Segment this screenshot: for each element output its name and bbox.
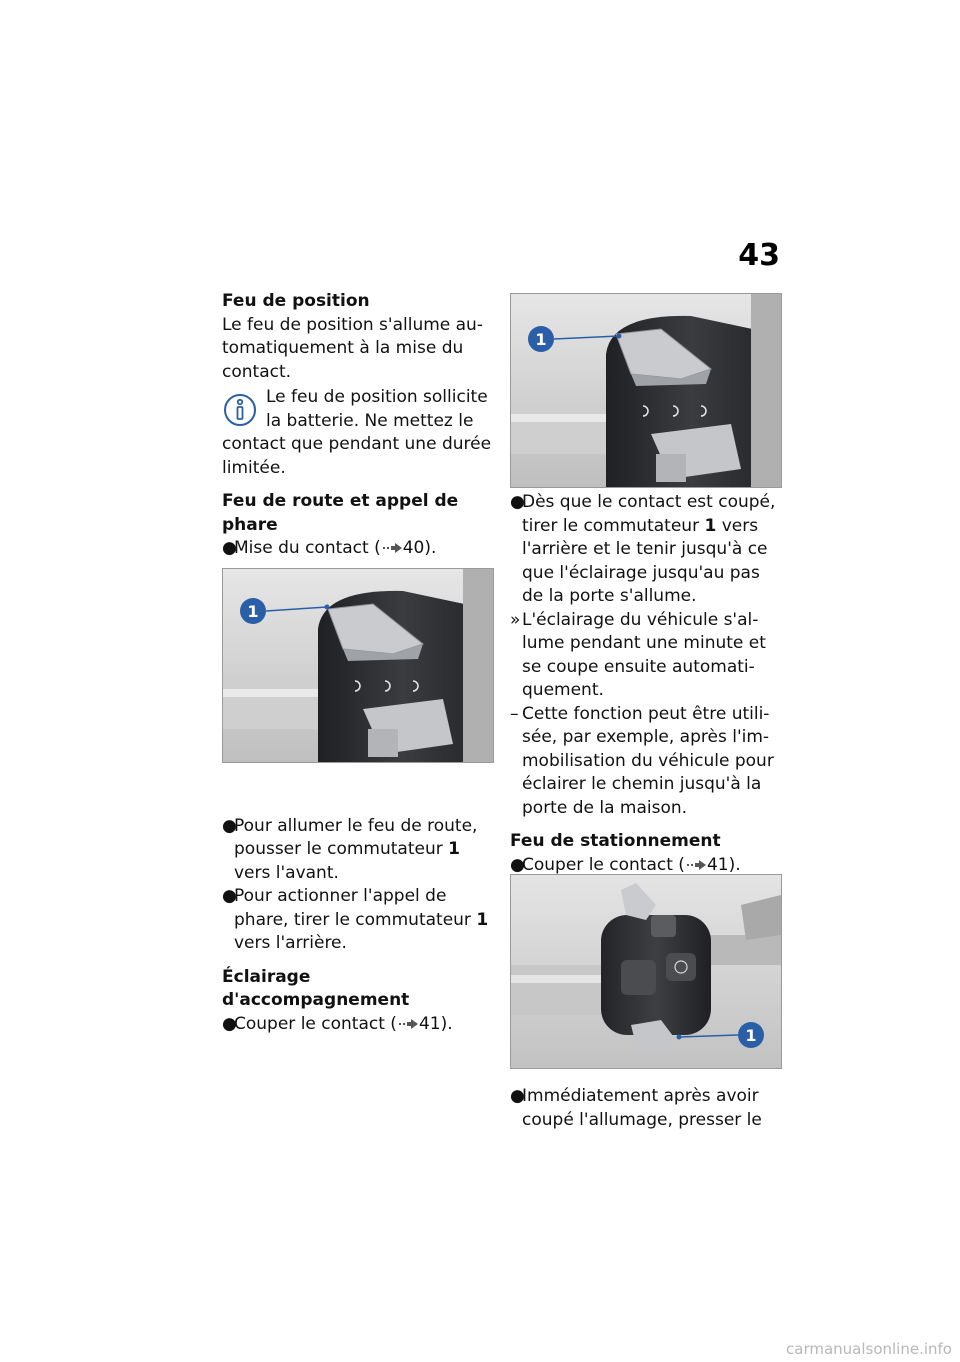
photo-light-switch-middle <box>222 568 494 763</box>
list-item: ● Couper le contact ( 41). <box>510 854 782 878</box>
callout-label: 1 <box>535 330 547 349</box>
list-item: ● Pour allumer le feu de route, pousser le commutateur 1 vers l'avant. <box>222 815 478 883</box>
cross-reference-arrow-icon <box>685 859 707 871</box>
heading-feu-de-position: Feu de position <box>222 291 370 311</box>
list-item: – Cette fonction peut être utili-sée, par exemple, après l'im-mobilisation du véhicule pour éclairer le chemin jusqu'à la porte de la maison. <box>510 703 774 818</box>
heading-feu-de-stationnement: Feu de stationnement <box>510 831 721 851</box>
heading-eclairage-accompagnement: Éclairage d'accompagnement <box>222 966 410 1010</box>
callout-label: 1 <box>745 1026 757 1045</box>
stationnement-steps <box>510 1085 782 1132</box>
heading-feu-de-route: Feu de route et appel de phare <box>222 491 459 535</box>
feu-de-route-steps <box>222 815 494 956</box>
cross-reference-arrow-icon <box>397 1018 419 1030</box>
eclairage-steps <box>510 491 782 820</box>
bullet-dot: ● <box>510 1086 525 1106</box>
info-note <box>222 386 494 480</box>
info-icon <box>222 392 258 428</box>
list-item: ● Dès que le contact est coupé, tirer le commutateur 1 vers l'arrière et le tenir jusqu'à ce que l'éclairage jusqu'au pas de la porte s'allume. <box>510 492 776 606</box>
switch-reference: 1 <box>476 909 489 930</box>
list-item: ● Pour actionner l'appel de phare, tirer le commutateur 1 vers l'arrière. <box>222 886 489 953</box>
info-note-first-lines: Le feu de position sollicite la batterie. Ne mettez le <box>266 387 488 431</box>
feu-de-position-text: Le feu de position s'allume au-tomatiquement à la mise du contact. <box>222 314 483 382</box>
switch-reference: 1 <box>448 839 460 859</box>
footer-watermark: carmanualsonline.info <box>786 1340 952 1358</box>
switch-reference: 1 <box>704 515 717 536</box>
list-item: ● Immédiatement après avoir coupé l'allumage, presser le <box>510 1086 762 1130</box>
info-note-rest: contact que pendant une durée limitée. <box>222 434 492 478</box>
bullet-dot: ● <box>222 1013 237 1034</box>
bullet-dot: ● <box>510 854 525 875</box>
photo-light-switch-top <box>510 293 782 488</box>
photo-left-handlebar-switch <box>510 874 782 1069</box>
eclairage-prereq <box>222 1013 494 1037</box>
list-item: ● Couper le contact ( 41). <box>222 1013 494 1037</box>
bullet-dot: ● <box>222 538 237 558</box>
callout-label: 1 <box>247 602 259 621</box>
page-number: 43 <box>738 238 780 273</box>
feu-de-route-prereq <box>222 537 494 561</box>
list-item: » L'éclairage du véhicule s'al-lume pendant une minute et se coupe ensuite automati-quement. <box>510 609 766 700</box>
list-item: ● Mise du contact ( 40). <box>222 537 494 561</box>
cross-reference-arrow-icon <box>381 542 403 554</box>
